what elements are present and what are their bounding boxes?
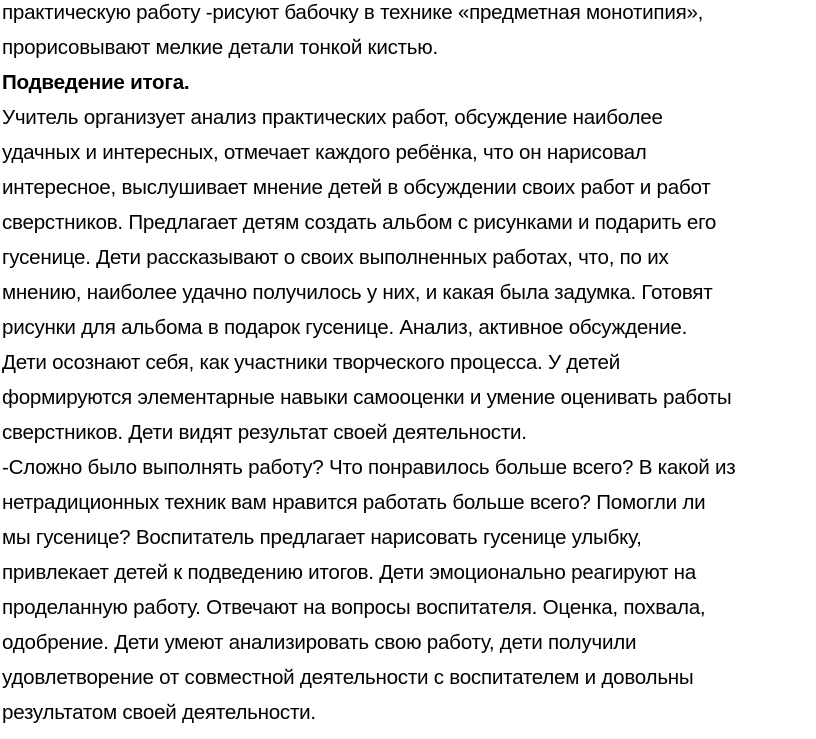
- text-line: сверстников. Дети видят результат своей деятельности.: [2, 421, 527, 444]
- text-line: удовлетворение от совместной деятельности с воспитателем и довольны: [2, 666, 694, 689]
- text-line: формируются элементарные навыки самооценки и умение оценивать работы: [2, 386, 732, 409]
- text-line: гусенице. Дети рассказывают о своих выполненных работах, что, по их: [2, 246, 669, 269]
- text-line: -Сложно было выполнять работу? Что понравилось больше всего? В какой из: [2, 456, 736, 479]
- text-line: привлекает детей к подведению итогов. Дети эмоционально реагируют на: [2, 561, 696, 584]
- text-line: мнению, наиболее удачно получилось у них, и какая была задумка. Готовят: [2, 281, 713, 304]
- section-heading: Подведение итога.: [2, 71, 190, 94]
- text-line: удачных и интересных, отмечает каждого ребёнка, что он нарисовал: [2, 141, 647, 164]
- text-line: практическую работу -рисуют бабочку в технике «предметная монотипия»,: [2, 1, 704, 24]
- text-line: интересное, выслушивает мнение детей в обсуждении своих работ и работ: [2, 176, 711, 199]
- text-line: Дети осознают себя, как участники творческого процесса. У детей: [2, 351, 620, 374]
- text-line: рисунки для альбома в подарок гусенице. Анализ, активное обсуждение.: [2, 316, 688, 339]
- text-line: мы гусенице? Воспитатель предлагает нарисовать гусенице улыбку,: [2, 526, 642, 549]
- text-line: результатом своей деятельности.: [2, 701, 316, 724]
- text-line: прорисовывают мелкие детали тонкой кистью.: [2, 36, 438, 59]
- text-line: нетрадиционных техник вам нравится работать больше всего? Помогли ли: [2, 491, 706, 514]
- text-line: сверстников. Предлагает детям создать альбом с рисунками и подарить его: [2, 211, 717, 234]
- text-line: одобрение. Дети умеют анализировать свою работу, дети получили: [2, 631, 637, 654]
- text-line: Учитель организует анализ практических работ, обсуждение наиболее: [2, 106, 663, 129]
- text-line: проделанную работу. Отвечают на вопросы воспитателя. Оценка, похвала,: [2, 596, 706, 619]
